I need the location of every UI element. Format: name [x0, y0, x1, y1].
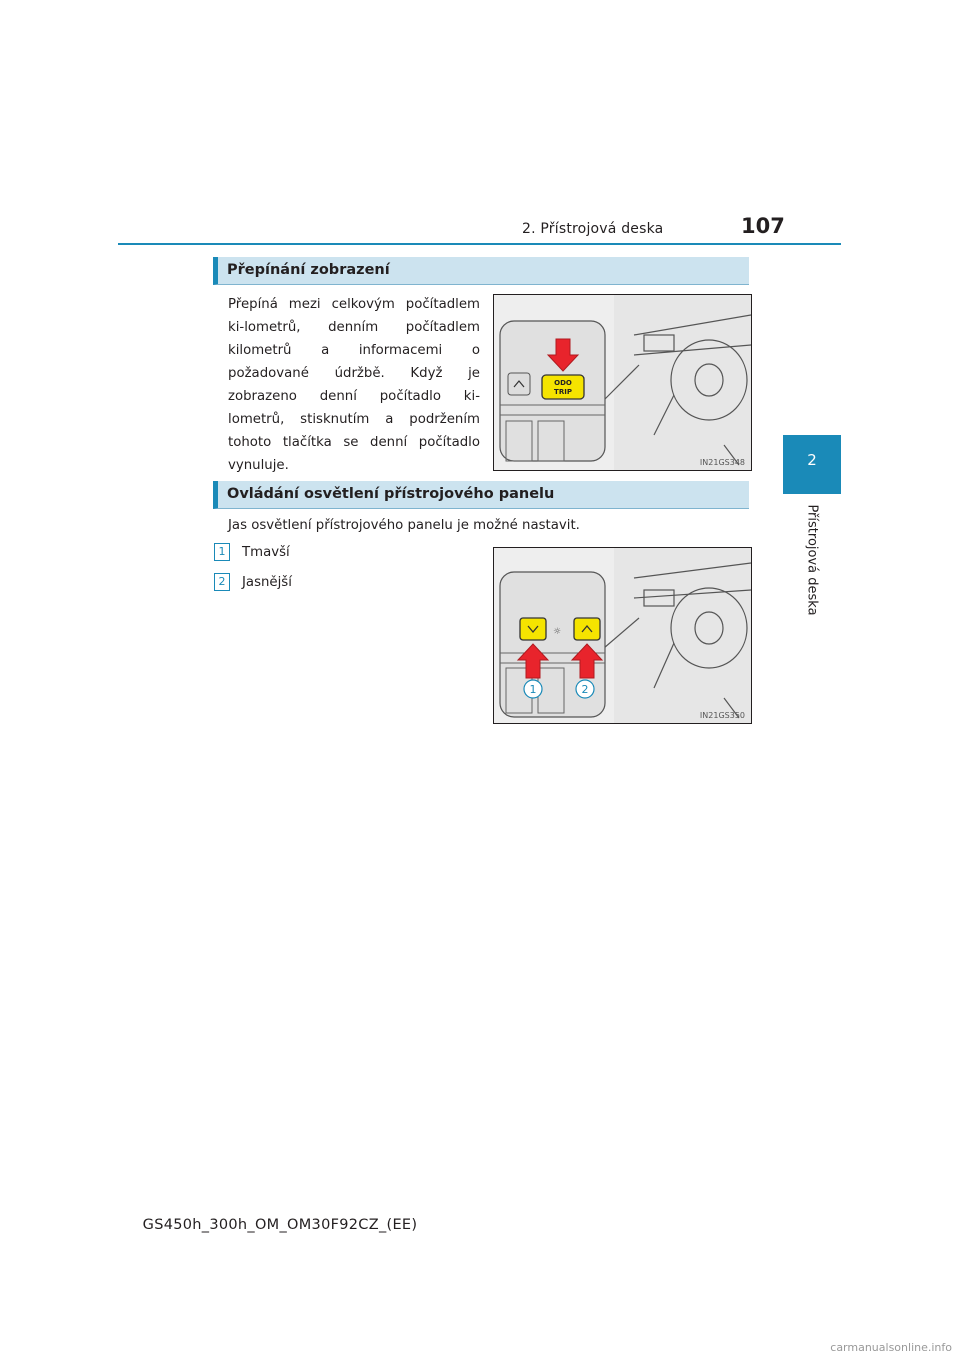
odo-label: ODO	[554, 379, 572, 387]
item-label: Jasnější	[242, 575, 292, 590]
section-paragraph: Jas osvětlení přístrojového panelu je možné nastavit.	[228, 518, 580, 533]
chapter-title: 2. Přístrojová deska	[522, 221, 664, 237]
callout-1: 1	[529, 683, 537, 696]
figure-odo-trip-button	[493, 294, 752, 471]
odo-trip-illustration	[494, 295, 751, 470]
header-rule	[118, 243, 841, 245]
watermark[interactable]: carmanualsonline.info	[830, 1341, 952, 1354]
trip-label: TRIP	[554, 388, 572, 396]
list-item-brighter	[214, 573, 292, 591]
section-heading-panel-light	[213, 481, 749, 509]
figure-brightness-buttons	[493, 547, 752, 724]
section-heading-display-switch	[213, 257, 749, 285]
chapter-tab: 2	[783, 435, 841, 494]
footer-text: GS450h_300h_OM_OM30F92CZ_(EE)	[142, 1217, 418, 1233]
list-item-darker	[214, 543, 290, 561]
chapter-tab-label: Přístrojová deska	[804, 504, 820, 616]
footer-doc-code	[0, 1217, 960, 1233]
section-heading-text: Přepínání zobrazení	[227, 262, 390, 278]
brightness-illustration	[494, 548, 751, 723]
page-number: 107	[741, 214, 785, 238]
section-heading-text: Ovládání osvětlení přístrojového panelu	[227, 486, 555, 502]
figure-code: IN21GS348	[699, 458, 745, 467]
svg-text:☼: ☼	[552, 627, 562, 637]
figure-code: IN21GS350	[699, 711, 745, 720]
item-number-badge: 2	[214, 573, 230, 591]
item-label: Tmavší	[242, 545, 290, 560]
callout-2: 2	[581, 683, 589, 696]
section-paragraph: Přepíná mezi celkovým počítadlem ki-lometrů, denním počítadlem kilometrů a informacemi o požadované údržbě. Když je zobrazeno denní počítadlo ki-lometrů, stisknutím a podržením tohoto tlačítka se denní počítadlo vynuluje.	[228, 297, 480, 473]
item-number-badge: 1	[214, 543, 230, 561]
